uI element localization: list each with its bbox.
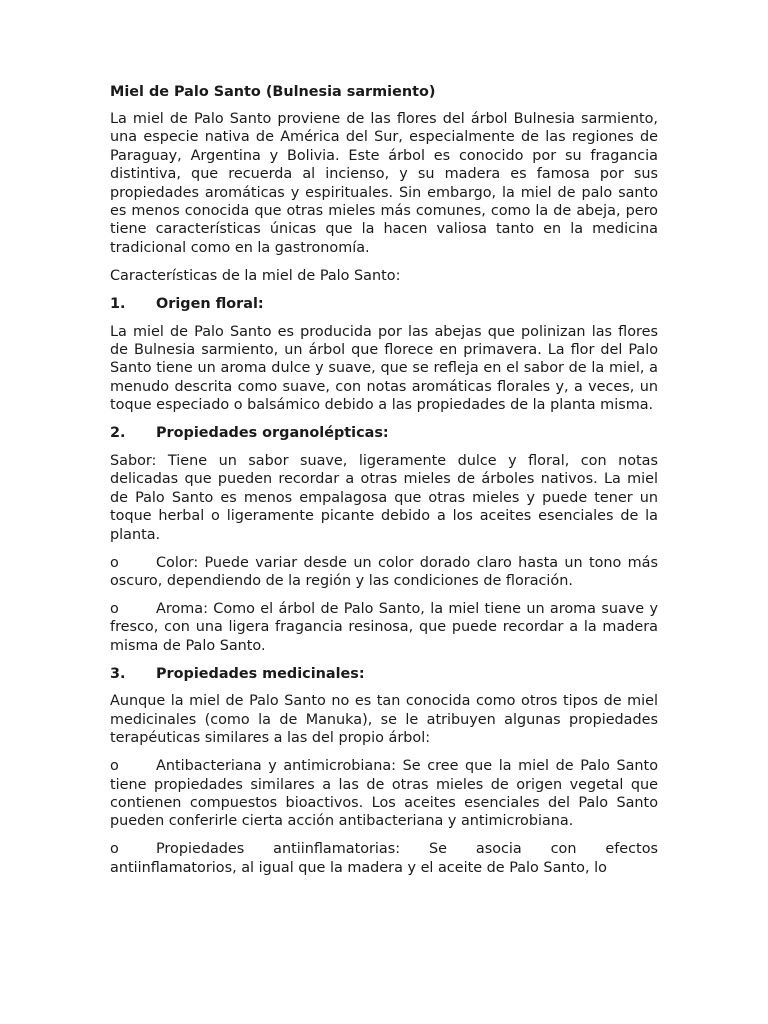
section-2-title: Propiedades organolépticas: (156, 425, 389, 442)
intro-paragraph: La miel de Palo Santo proviene de las flores del árbol Bulnesia sarmiento, una especie nativa de América del Sur, especialmente de las regiones de Paraguay, Argentina y Bolivia. Este árbol es conocido por su fragancia distintiva, que recuerda al incienso, y su madera es famosa por sus propiedades aromáticas y espirituales. Sin embargo, la miel de palo santo es menos conocida que otras mieles más comunes, como la de abeja, pero tiene características únicas que la hacen valiosa tanto en la medicina tradicional como en la gastronomía. (110, 111, 658, 256)
bullet-marker: o (110, 758, 119, 775)
bullet-text: Antibacteriana y antimicrobiana: Se cree que la miel de Palo Santo tiene propiedades similares a las de otras mieles de origen vegetal que contienen compuestos bioactivos. Los aceites esenciales del Palo Santo pueden conferirle cierta acción antibacteriana y antimicrobiana. (110, 758, 658, 830)
bullet-text: Color: Puede variar desde un color dorado claro hasta un tono más oscuro, dependiendo de la región y las condiciones de floración. (110, 554, 658, 589)
section-3-body: Aunque la miel de Palo Santo no es tan conocida como otros tipos de miel medicinales (como la de Manuka), se le atribuyen algunas propiedades terapéuticas similares a las del propio árbol: (110, 693, 658, 747)
document-title: Miel de Palo Santo (Bulnesia sarmiento) (110, 84, 436, 100)
bullet-text: Propiedades antiinflamatorias: Se asocia con efectos antiinflamatorios, al igual que la madera y el aceite de Palo Santo, lo (110, 841, 658, 876)
section-2-bullet-aroma (110, 600, 658, 655)
section-3-number: 3. (110, 665, 126, 682)
section-3-title: Propiedades medicinales: (156, 665, 365, 682)
section-2-heading (110, 424, 658, 442)
section-3-heading (110, 665, 658, 683)
section-1-heading (110, 295, 658, 313)
section-1-number: 1. (110, 295, 126, 312)
section-1-body: La miel de Palo Santo es producida por las abejas que polinizan las flores de Bulnesia sarmiento, un árbol que florece en primavera. La flor del Palo Santo tiene un aroma dulce y suave, que se refleja en el sabor de la miel, a menudo descrita como suave, con notas aromáticas florales y, a veces, un toque especiado o balsámico debido a las propiedades de la planta misma. (110, 323, 658, 414)
bullet-text: Aroma: Como el árbol de Palo Santo, la miel tiene un aroma suave y fresco, con una ligera fragancia resinosa, que puede recordar a la madera misma de Palo Santo. (110, 600, 658, 654)
section-2-body: Sabor: Tiene un sabor suave, ligeramente dulce y floral, con notas delicadas que pueden recordar a otras mieles de árboles nativos. La miel de Palo Santo es menos empalagosa que otras mieles y puede tener un toque herbal o ligeramente picante debido a los aceites esenciales de la planta. (110, 453, 658, 543)
section-1-title: Origen floral: (156, 295, 264, 312)
section-3-bullet-antibacterial (110, 757, 658, 831)
bullet-marker: o (110, 554, 119, 571)
section-2-number: 2. (110, 425, 126, 442)
section-3-bullet-antiinflammatory (110, 840, 658, 877)
characteristics-intro: Características de la miel de Palo Santo: (110, 267, 401, 284)
section-2-bullet-color (110, 554, 658, 591)
bullet-marker: o (110, 600, 119, 617)
bullet-marker: o (110, 841, 119, 858)
